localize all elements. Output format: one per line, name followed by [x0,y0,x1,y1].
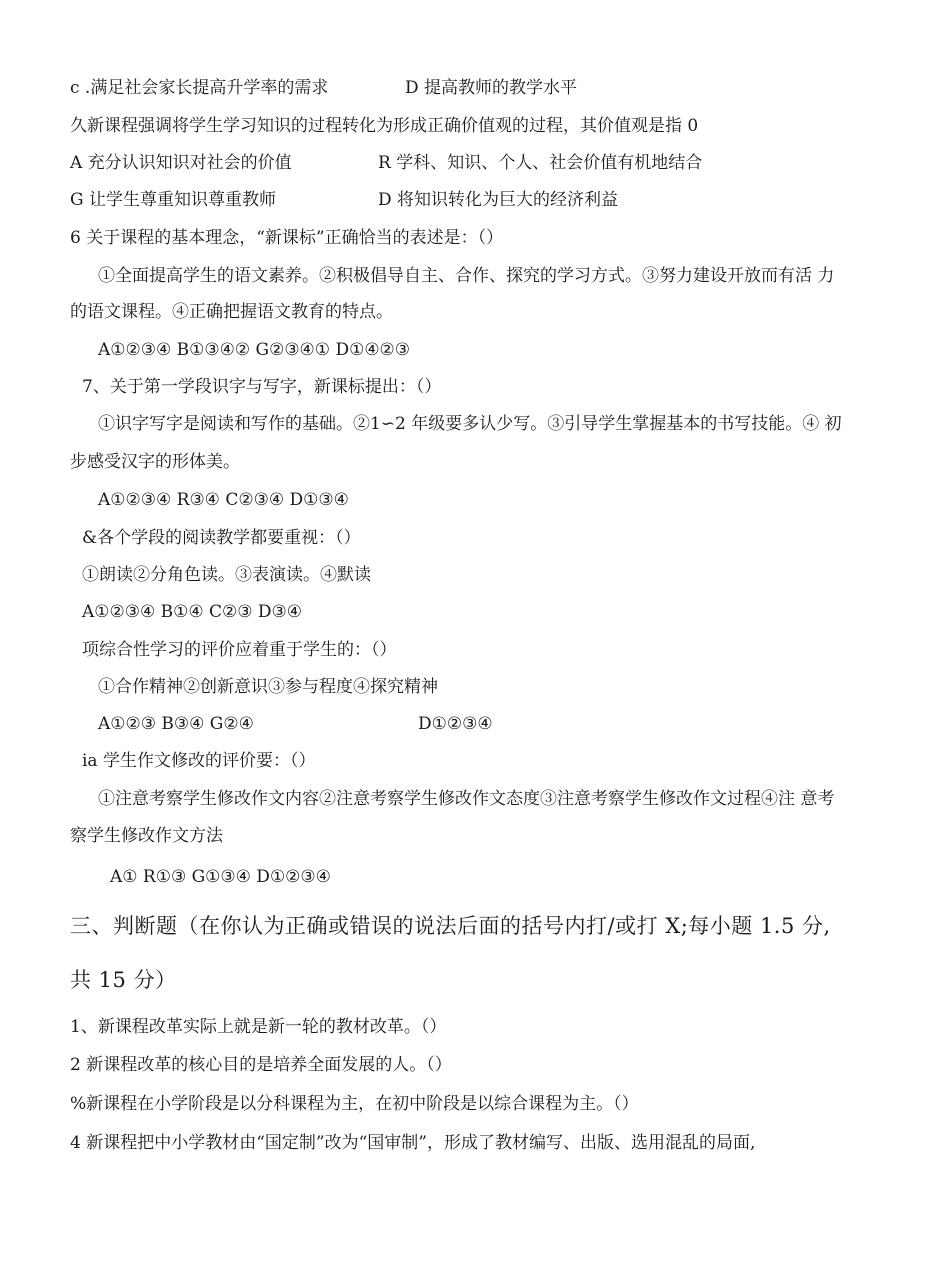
question-9-options: A①②③ B③④ G②④ [98,714,254,734]
option-b-text: R 学科、知识、个人、社会价值有机地结合 [378,153,703,173]
question-7-statements: ①识字写字是阅读和写作的基础。②1∽2 年级要多认少写。③引导学生掌握基本的书写技能。④ 初 [98,414,842,434]
question-9-statements: ①合作精神②创新意识③参与程度④探究精神 [98,677,438,697]
judgement-3-text: %新课程在小学阶段是以分科课程为主，在初中阶段是以综合课程为主。（） [70,1094,639,1114]
option-d-text: D 提高教师的教学水平 [405,78,578,98]
judgement-2-text: 2 新课程改革的核心目的是培养全面发展的人。（） [70,1055,452,1075]
question-8-options: A①②③④ B①④ C②③ D③④ [82,602,303,622]
question-10-text: ia 学生作文修改的评价要：（） [82,751,316,771]
judgement-4-text: 4 新课程把中小学教材由“国定制”改为“国审制”，形成了教材编写、出版、选用混乱的局面, [70,1133,756,1153]
option-c-text: c .满足社会家长提高升学率的需求 [70,78,329,98]
question-10-statements: ①注意考察学生修改作文内容②注意考察学生修改作文态度③注意考察学生修改作文过程④注 意考 [98,789,835,809]
judgement-1-text: 1、新课程改革实际上就是新一轮的教材改革。（） [70,1017,447,1037]
question-7-text: 7、关于第一学段识字与写字，新课标提出：（） [82,377,442,397]
question-9-text: 项综合性学习的评价应着重于学生的：（） [82,640,397,660]
question-6-statements-cont: 的语文课程。④正确把握语文教育的特点。 [70,302,393,322]
section-heading-cont: 共 15 分） [70,968,177,992]
question-10-options: A① R①③ G①③④ D①②③④ [110,867,331,887]
question-9-option-d: D①②③④ [418,714,493,734]
question-7-options: A①②③④ R③④ C②③④ D①③④ [98,490,349,510]
question-5-text: 久新课程强调将学生学习知识的过程转化为形成正确价值观的过程，其价值观是指 0 [70,116,699,136]
question-7-statements-cont: 步感受汉字的形体美。 [70,452,240,472]
question-10-statements-cont: 察学生修改作文方法 [70,826,223,846]
question-6-options: A①②③④ B①③④② G②③④① D①④②③ [98,340,411,360]
section-heading: 三、判断题（在你认为正确或错误的说法后面的括号内打/或打 X;每小题 1.5 分, [70,914,831,938]
question-8-statements: ①朗读②分角色读。③表演读。④默读 [82,565,371,585]
option-a-text: A 充分认识知识对社会的价值 [70,153,292,173]
question-6-statements: ①全面提高学生的语文素养。②积极倡导自主、合作、探究的学习方式。③努力建设开放而有活 力 [98,266,835,286]
question-8-text: &各个学段的阅读教学都要重视：（） [82,528,361,548]
option-c-text: G 让学生尊重知识尊重教师 [70,190,276,210]
question-6-text: 6 关于课程的基本理念，“新课标”正确恰当的表述是：（） [70,228,504,248]
option-d-text: D 将知识转化为巨大的经济利益 [378,190,619,210]
